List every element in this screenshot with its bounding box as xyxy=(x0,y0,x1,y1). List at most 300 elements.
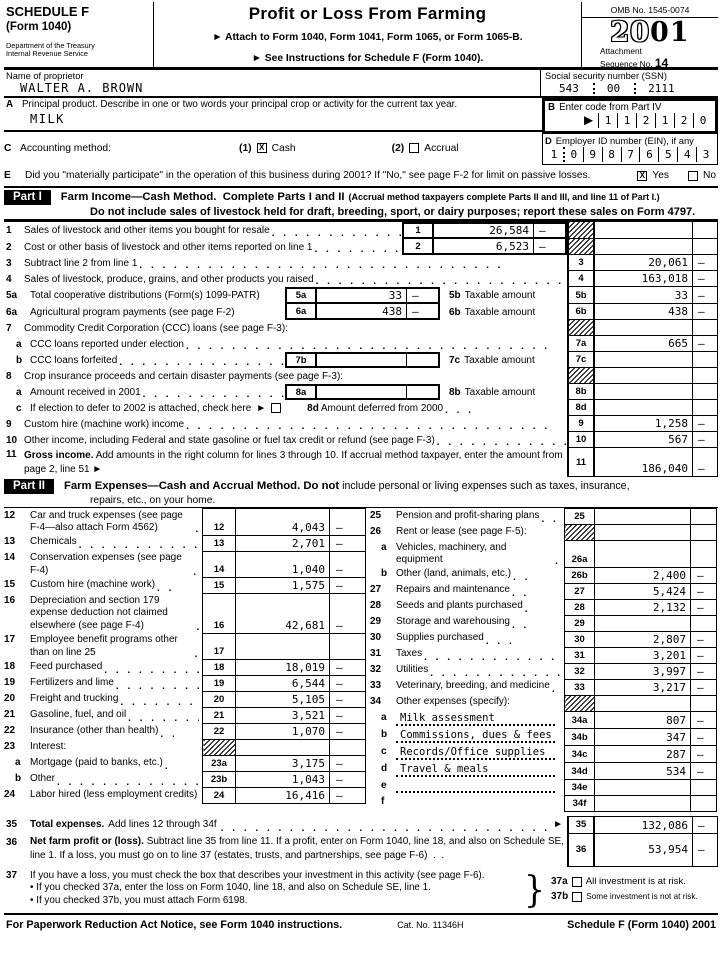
attach-instruction: ► Attach to Form 1040, Form 1041, Form 1065, or Form 1065-B. xyxy=(212,32,523,43)
tax-year xyxy=(582,19,718,46)
cents-field: – xyxy=(330,724,366,740)
cents-field: – xyxy=(692,336,718,352)
cents-field xyxy=(692,400,718,416)
amount-field[interactable]: 3,997 xyxy=(595,663,691,679)
dot-leader xyxy=(437,437,567,448)
amount-field[interactable]: 18,019 xyxy=(236,660,330,676)
form-line-8a xyxy=(4,384,718,400)
table-row: b Commissions, dues & fees 34b 347 – xyxy=(370,728,717,745)
right-box-number: 11 xyxy=(567,448,595,477)
expense-label: Storage and warehousing xyxy=(396,616,510,628)
arrow-icon xyxy=(92,464,102,475)
entry-box-number: 34d xyxy=(565,762,595,779)
table-row: a Mortgage (paid to banks, etc.) . . 23a 3,175 – xyxy=(4,756,366,772)
entry-box-number: 34a xyxy=(565,711,595,728)
yes-label: Yes xyxy=(652,170,669,181)
table-row: f 34f xyxy=(370,795,717,811)
other-expense-field[interactable]: Commissions, dues & fees xyxy=(396,729,555,743)
table-row: 13 Chemicals . . 13 2,701 – xyxy=(4,535,366,551)
expense-label: Labor hired (less employment credits) xyxy=(30,788,198,800)
line-label: Other income, including Federal and state gasoline or fuel tax credit or refund (see page F-3) xyxy=(24,434,435,446)
amount-field[interactable]: 567 xyxy=(595,432,692,448)
amount-field[interactable]: 3,217 xyxy=(595,679,691,695)
line-label: Amount deferred from 2000 xyxy=(320,402,444,414)
entry-box-number: 30 xyxy=(565,631,595,647)
ssn-part1[interactable]: 543 xyxy=(559,82,579,95)
line-37a xyxy=(551,876,718,887)
table-row: 28 Seeds and plants purchased . . 28 2,132 – xyxy=(370,599,717,615)
expense-label: Interest: xyxy=(30,740,67,752)
expense-label: Insurance (other than health) xyxy=(30,724,159,736)
part1-badge: Part I xyxy=(4,190,51,205)
table-row: b Other . . 23b 1,043 – xyxy=(4,772,366,788)
expense-label: Rent or lease (see page F-5): xyxy=(396,525,527,537)
cents-field: – xyxy=(691,762,717,779)
table-row: 16 Depreciation and section 179 expense deduction not claimed elsewhere (see page F-4) . . 16 42,681 – xyxy=(4,594,366,633)
amount-field[interactable]: 287 xyxy=(595,745,691,762)
table-row: d Travel & meals 34d 534 – xyxy=(370,762,717,779)
amount-field[interactable] xyxy=(595,541,691,568)
entry-box-number: 6a xyxy=(287,304,317,318)
line-37-text2: • If you checked 37a, enter the loss on Form 1040, line 18, and also on Schedule SE, line 1. xyxy=(30,882,431,894)
dept-line1: Department of the Treasury xyxy=(6,41,95,50)
table-row: a Vehicles, machinery, and equipment . . 26a xyxy=(370,541,717,568)
cents-field xyxy=(406,386,438,398)
table-row: 24 Labor hired (less employment credits) 24 16,416 – xyxy=(4,788,366,804)
amount-field[interactable]: 5,105 xyxy=(236,692,330,708)
ein-digit[interactable]: 0 xyxy=(563,147,583,162)
dot-leader xyxy=(143,389,285,400)
amount-field[interactable]: 132,086 xyxy=(595,816,692,834)
line-number: 37b xyxy=(551,891,569,903)
form-id-block xyxy=(4,2,154,67)
right-box-number: 7a xyxy=(567,336,595,352)
line-label: CCC loans reported under election xyxy=(30,338,184,350)
amount-field[interactable] xyxy=(595,509,691,525)
entry-group xyxy=(402,239,567,255)
line-number: 5a xyxy=(6,290,18,301)
other-expense-field[interactable]: Records/Office supplies xyxy=(396,746,555,760)
entry-box-number: 34c xyxy=(565,745,595,762)
cents-field xyxy=(691,509,717,525)
part2-title-rest: include personal or living expenses such as taxes, insurance, xyxy=(342,480,630,492)
entry-group xyxy=(285,287,440,304)
amount-field[interactable]: 2,400 xyxy=(595,567,691,583)
table-row: 18 Feed purchased . . 18 18,019 – xyxy=(4,660,366,676)
amount-field[interactable]: 1,575 xyxy=(236,578,330,594)
ssn-separator xyxy=(593,83,607,94)
no-checkbox[interactable] xyxy=(688,171,698,181)
ein-digit[interactable]: 6 xyxy=(639,147,658,162)
entry-box-number: 16 xyxy=(203,594,236,633)
part1-title-note: (Accrual method taxpayers complete Parts II and III, and line 11 of Part I.) xyxy=(348,192,660,202)
taxable-line-number: 5b xyxy=(449,290,461,301)
taxable-label: Taxable amount xyxy=(464,386,536,398)
line-label: Total cooperative distributions (Form(s) 1099-PATR) xyxy=(30,290,260,301)
form-line-4 xyxy=(4,271,718,287)
line-number: 1 xyxy=(6,225,12,236)
line-number: 37 xyxy=(6,869,17,881)
option-2-number: (2) xyxy=(391,142,405,154)
at-risk-checkbox[interactable] xyxy=(572,877,582,887)
amount-field[interactable]: 186,040 xyxy=(595,448,692,477)
line-number: 10 xyxy=(6,434,18,446)
cents-field: – xyxy=(691,583,717,599)
line-number: a xyxy=(16,386,22,398)
amount-field[interactable] xyxy=(595,400,692,416)
table-row: 17 Employee benefit programs other than on line 25 . . 17 xyxy=(4,633,366,660)
expense-label: Mortgage (paid to banks, etc.) xyxy=(30,756,163,768)
expense-label: Gasoline, fuel, and oil xyxy=(30,708,127,720)
form-line-1 xyxy=(4,221,718,239)
hatched-cell xyxy=(567,320,595,336)
ssn-field[interactable] xyxy=(545,82,714,95)
line-d-text: Employer ID number (EIN), if any xyxy=(555,135,694,146)
principal-product-field[interactable]: MILK xyxy=(30,112,65,126)
entry-box-number: 13 xyxy=(203,535,236,551)
ein-digit[interactable]: 3 xyxy=(696,147,715,162)
table-row: 30 Supplies purchased . . 30 2,807 – xyxy=(370,631,717,647)
right-box-number: 7c xyxy=(567,352,595,368)
right-box-number: 35 xyxy=(567,816,595,834)
line-number: 8 xyxy=(6,370,12,382)
cents-field: – xyxy=(406,289,438,302)
cents-field xyxy=(691,541,717,568)
cents-field: – xyxy=(691,647,717,663)
table-row: 26 Rent or lease (see page F-5): xyxy=(370,525,717,541)
line-d-letter: D xyxy=(545,135,552,146)
line-label: Add lines 12 through 34f xyxy=(108,819,217,831)
dot-leader xyxy=(316,276,567,287)
amount-field[interactable]: 2,807 xyxy=(595,631,691,647)
amount-field[interactable]: 26,584 xyxy=(489,224,529,237)
amount-field[interactable]: 163,018 xyxy=(595,271,692,287)
hatched-cell xyxy=(567,239,595,255)
line-e-letter: E xyxy=(4,170,11,181)
cents-field xyxy=(691,795,717,811)
amount-field[interactable]: 347 xyxy=(595,728,691,745)
ein-digit[interactable]: 5 xyxy=(658,147,677,162)
amount-field[interactable]: 16,416 xyxy=(236,788,330,804)
form-line-3 xyxy=(4,255,718,271)
hatched-cell xyxy=(565,525,595,541)
amount-field[interactable] xyxy=(595,795,691,811)
form-line-35 xyxy=(4,816,718,834)
expense-label: Taxes xyxy=(396,648,423,660)
amount-field[interactable]: 6,544 xyxy=(236,676,330,692)
amount-field[interactable]: 33 xyxy=(595,287,692,304)
form-line-11 xyxy=(4,448,718,477)
cents-field xyxy=(406,354,438,366)
cents-field: – xyxy=(691,728,717,745)
omb-number: OMB No. 1545-0074 xyxy=(582,2,718,18)
entry-box-number: 34f xyxy=(565,795,595,811)
entry-box-number: 2 xyxy=(404,239,434,253)
amount-field[interactable]: 1,043 xyxy=(236,772,330,788)
entry-box-number: 7b xyxy=(287,354,317,366)
option-1-number: (1) xyxy=(239,142,252,154)
cents-field: – xyxy=(330,551,366,578)
line-number: 37a xyxy=(551,876,568,888)
amount-field[interactable]: 1,258 xyxy=(595,416,692,432)
cents-field: – xyxy=(406,304,438,318)
cents-field: – xyxy=(330,676,366,692)
ein-digit[interactable]: 9 xyxy=(583,147,602,162)
info-section xyxy=(4,98,718,165)
line-a xyxy=(4,98,542,132)
entry-box-number: 15 xyxy=(203,578,236,594)
amount-field[interactable]: 438 xyxy=(595,304,692,320)
cents-field: – xyxy=(691,567,717,583)
line-e-text: Did you "materially participate" in the operation of this business during 2001? If "No," see page F-2 for limit on passive losses. xyxy=(25,170,591,181)
entry-box-number: 21 xyxy=(203,708,236,724)
cents-field: – xyxy=(533,224,565,237)
line-number: c xyxy=(16,402,22,414)
entry-box-number: 34b xyxy=(565,728,595,745)
ein-digit[interactable]: 1 xyxy=(550,148,558,161)
other-expense-field[interactable]: Travel & meals xyxy=(396,763,555,777)
code-digit[interactable]: 0 xyxy=(693,113,712,128)
ein-field[interactable] xyxy=(545,147,715,162)
form-line-9 xyxy=(4,416,718,432)
code-digit[interactable]: 1 xyxy=(655,113,674,128)
sequence-label: Sequence No. xyxy=(600,59,653,70)
expense-label: Utilities xyxy=(396,664,429,676)
dot-leader xyxy=(272,228,402,239)
table-row: 14 Conservation expenses (see page F-4) . . 14 1,040 – xyxy=(4,551,366,578)
cents-field: – xyxy=(691,631,717,647)
line-label: If election to defer to 2002 is attached, check here xyxy=(30,402,252,414)
line-number: 6a xyxy=(6,306,18,318)
cents-field: – xyxy=(692,834,718,867)
line-a-letter: A xyxy=(6,99,14,110)
taxable-label: Taxable amount xyxy=(464,306,536,318)
line-number: 8d xyxy=(307,402,319,414)
entry-box-number: 29 xyxy=(565,615,595,631)
cents-field: – xyxy=(330,578,366,594)
taxable-label: Taxable amount xyxy=(464,290,536,301)
no-label: No xyxy=(702,170,716,181)
amount-field[interactable]: 1,070 xyxy=(236,724,330,740)
part1-table xyxy=(4,221,718,477)
accrual-label: Accrual xyxy=(424,142,459,154)
line-number: 36 xyxy=(6,836,18,848)
amount-field[interactable]: 3,521 xyxy=(236,708,330,724)
cents-field: – xyxy=(330,594,366,633)
cash-checkbox[interactable]: X xyxy=(257,143,267,153)
entry-box-number: 5a xyxy=(287,289,317,302)
yes-checkbox[interactable]: X xyxy=(637,171,647,181)
amount-field[interactable] xyxy=(317,386,406,398)
dot-leader xyxy=(186,341,567,352)
other-expense-field[interactable]: Milk assessment xyxy=(396,712,555,726)
line-number: a xyxy=(16,338,22,350)
entry-box-number: 12 xyxy=(203,509,236,536)
taxable-line-number: 8b xyxy=(449,386,461,398)
amount-field[interactable]: 6,523 xyxy=(495,239,529,253)
line-number: 4 xyxy=(6,273,12,285)
entry-box-number: 18 xyxy=(203,660,236,676)
form-footer xyxy=(4,913,718,931)
table-row: a Milk assessment 34a 807 – xyxy=(370,711,717,728)
dept-line2: Internal Revenue Service xyxy=(6,49,88,59)
table-row: b Other (land, animals, etc.) . . 26b 2,400 – xyxy=(370,567,717,583)
cents-field: – xyxy=(691,599,717,615)
cents-field: – xyxy=(692,448,718,477)
ssn-part3[interactable]: 2111 xyxy=(648,82,675,95)
amount-field[interactable]: 665 xyxy=(595,336,692,352)
entry-box-number: 28 xyxy=(565,599,595,615)
entry-group xyxy=(285,352,440,368)
code-digit[interactable]: 1 xyxy=(598,113,617,128)
dot-leader xyxy=(314,244,402,255)
expense-label: Veterinary, breeding, and medicine xyxy=(396,680,550,692)
entry-box-number: 32 xyxy=(565,663,595,679)
amount-field[interactable]: 438 xyxy=(382,304,402,318)
cents-field: – xyxy=(330,756,366,772)
amount-field[interactable]: 1,040 xyxy=(236,551,330,578)
expense-label: Custom hire (machine work) xyxy=(30,578,156,590)
proprietor-label: Name of proprietor xyxy=(6,71,84,81)
expense-label: Fertilizers and lime xyxy=(30,676,114,688)
part2-tables xyxy=(4,508,718,812)
arrow-icon xyxy=(553,819,563,830)
amount-field[interactable] xyxy=(595,779,691,795)
amount-field[interactable]: 33 xyxy=(388,289,402,302)
amount-field[interactable]: 807 xyxy=(595,711,691,728)
year-outline: 20 xyxy=(610,17,650,48)
table-row: 33 Veterinary, breeding, and medicine . . 33 3,217 – xyxy=(370,679,717,695)
amount-field[interactable]: 42,681 xyxy=(236,594,330,633)
see-instruction: ► See Instructions for Schedule F (Form 1040). xyxy=(251,53,484,64)
code-digit[interactable]: 2 xyxy=(636,113,655,128)
part2-badge: Part II xyxy=(4,479,54,494)
amount-field[interactable]: 3,175 xyxy=(236,756,330,772)
cents-field: – xyxy=(330,708,366,724)
cents-field xyxy=(691,615,717,631)
entry-box-number: 31 xyxy=(565,647,595,663)
amount-field[interactable]: 53,954 xyxy=(595,834,692,867)
table-row: 15 Custom hire (machine work) . . 15 1,575 – xyxy=(4,578,366,594)
line-number: 3 xyxy=(6,257,12,269)
form-line-5a xyxy=(4,287,718,304)
line-label: Subtract line 2 from line 1 xyxy=(24,257,138,269)
table-row: 27 Repairs and maintenance . . 27 5,424 – xyxy=(370,583,717,599)
ein-digit[interactable]: 4 xyxy=(677,147,696,162)
paperwork-notice: For Paperwork Reduction Act Notice, see Form 1040 instructions. xyxy=(6,918,343,931)
table-row: 23 Interest: xyxy=(4,740,366,756)
amount-field[interactable] xyxy=(236,633,330,660)
catalog-number: Cat. No. 11346H xyxy=(397,919,464,930)
form-line-8 xyxy=(4,368,718,384)
line-label: Amount received in 2001 xyxy=(30,386,141,398)
right-box-number: 5b xyxy=(567,287,595,304)
table-row: 21 Gasoline, fuel, and oil . . 21 3,521 – xyxy=(4,708,366,724)
accrual-checkbox[interactable] xyxy=(409,143,419,153)
entry-box-number: 23a xyxy=(203,756,236,772)
entry-box-number: 33 xyxy=(565,679,595,695)
amount-field[interactable]: 4,043 xyxy=(236,509,330,536)
amount-field[interactable] xyxy=(595,615,691,631)
line-number: 35 xyxy=(6,819,18,831)
line-label-bold: Total expenses. xyxy=(30,819,105,831)
ssn-separator xyxy=(634,83,648,94)
right-box-number: 3 xyxy=(567,255,595,271)
table-row: 31 Taxes . . 31 3,201 – xyxy=(370,647,717,663)
line-label: Cost or other basis of livestock and other items reported on line 1 xyxy=(24,241,313,253)
cents-field: – xyxy=(330,509,366,536)
amount-field[interactable]: 2,701 xyxy=(236,535,330,551)
cents-field: – xyxy=(330,772,366,788)
expense-label: Pension and profit-sharing plans xyxy=(396,509,540,521)
cents-field: – xyxy=(692,816,718,834)
amount-field[interactable]: 3,201 xyxy=(595,647,691,663)
cents-field: – xyxy=(692,287,718,304)
ein-digit[interactable]: 8 xyxy=(602,147,621,162)
line-e xyxy=(4,165,718,188)
form-line-36: 36 Net farm profit or (loss). Subtract line 35 from line 11. If a profit, enter on Form 1040, line 18, and also on Schedule SE, line 1. If a loss, you must go on to line 37 (estates, trusts, and partnerships, see page F-6) . . 36 53,954 – xyxy=(4,834,718,867)
dot-leader xyxy=(186,421,567,432)
amount-field[interactable] xyxy=(595,384,692,400)
at-risk-label: All investment is at risk. xyxy=(585,876,686,888)
amount-field[interactable] xyxy=(595,352,692,368)
cents-field: – xyxy=(330,692,366,708)
sequence-number: 14 xyxy=(654,56,669,71)
line-37b xyxy=(551,891,718,902)
line-label: Sales of livestock, produce, grains, and other products you raised xyxy=(24,273,314,285)
line-label: Subtract line 35 from line 11. If a profit, enter on Form 1040, line 18, and also on Schedule SE, line 1. If a loss, you must go on to line 37 (estates, trusts, and partnerships, see page F-6) xyxy=(30,835,564,862)
right-box-number: 6b xyxy=(567,304,595,320)
amount-field[interactable]: 20,061 xyxy=(595,255,692,271)
defer-checkbox[interactable] xyxy=(271,403,281,413)
line-number: 9 xyxy=(6,418,12,430)
amount-field[interactable]: 2,132 xyxy=(595,599,691,615)
schedule-name: SCHEDULE F xyxy=(6,4,90,19)
code-field[interactable] xyxy=(548,113,712,128)
proprietor-name-field[interactable]: WALTER A. BROWN xyxy=(20,81,144,95)
ein-digit[interactable]: 7 xyxy=(621,147,640,162)
form-header xyxy=(4,2,718,70)
form-footer-title: Schedule F (Form 1040) 2001 xyxy=(567,918,716,931)
amount-field[interactable] xyxy=(317,354,406,366)
code-digit[interactable]: 1 xyxy=(617,113,636,128)
arrow-icon xyxy=(256,403,266,414)
entry-box-number: 34e xyxy=(565,779,595,795)
entry-group xyxy=(285,304,440,320)
table-row: 34 Other expenses (specify): xyxy=(370,695,717,711)
line-b-box xyxy=(542,98,718,134)
line-c xyxy=(4,132,542,164)
ssn-part2[interactable]: 00 xyxy=(606,82,621,95)
line-b-letter: B xyxy=(548,102,556,113)
other-expense-field[interactable] xyxy=(396,780,555,793)
right-box-number: 10 xyxy=(567,432,595,448)
cents-field: – xyxy=(691,711,717,728)
not-at-risk-checkbox[interactable] xyxy=(572,892,582,902)
right-box-number: 8d xyxy=(567,400,595,416)
table-row: 12 Car and truck expenses (see page F-4—also attach Form 4562) . . 12 4,043 – xyxy=(4,509,366,536)
entry-box-number: 26b xyxy=(565,567,595,583)
entry-box-number: 24 xyxy=(203,788,236,804)
table-row: 25 Pension and profit-sharing plans . . 25 xyxy=(370,509,717,525)
amount-field[interactable]: 5,424 xyxy=(595,583,691,599)
amount-field[interactable]: 534 xyxy=(595,762,691,779)
expense-label: Freight and trucking xyxy=(30,692,119,704)
expenses-left-table xyxy=(4,508,366,804)
code-digit[interactable]: 2 xyxy=(674,113,693,128)
entry-box-number: 22 xyxy=(203,724,236,740)
right-box-number: 8b xyxy=(567,384,595,400)
